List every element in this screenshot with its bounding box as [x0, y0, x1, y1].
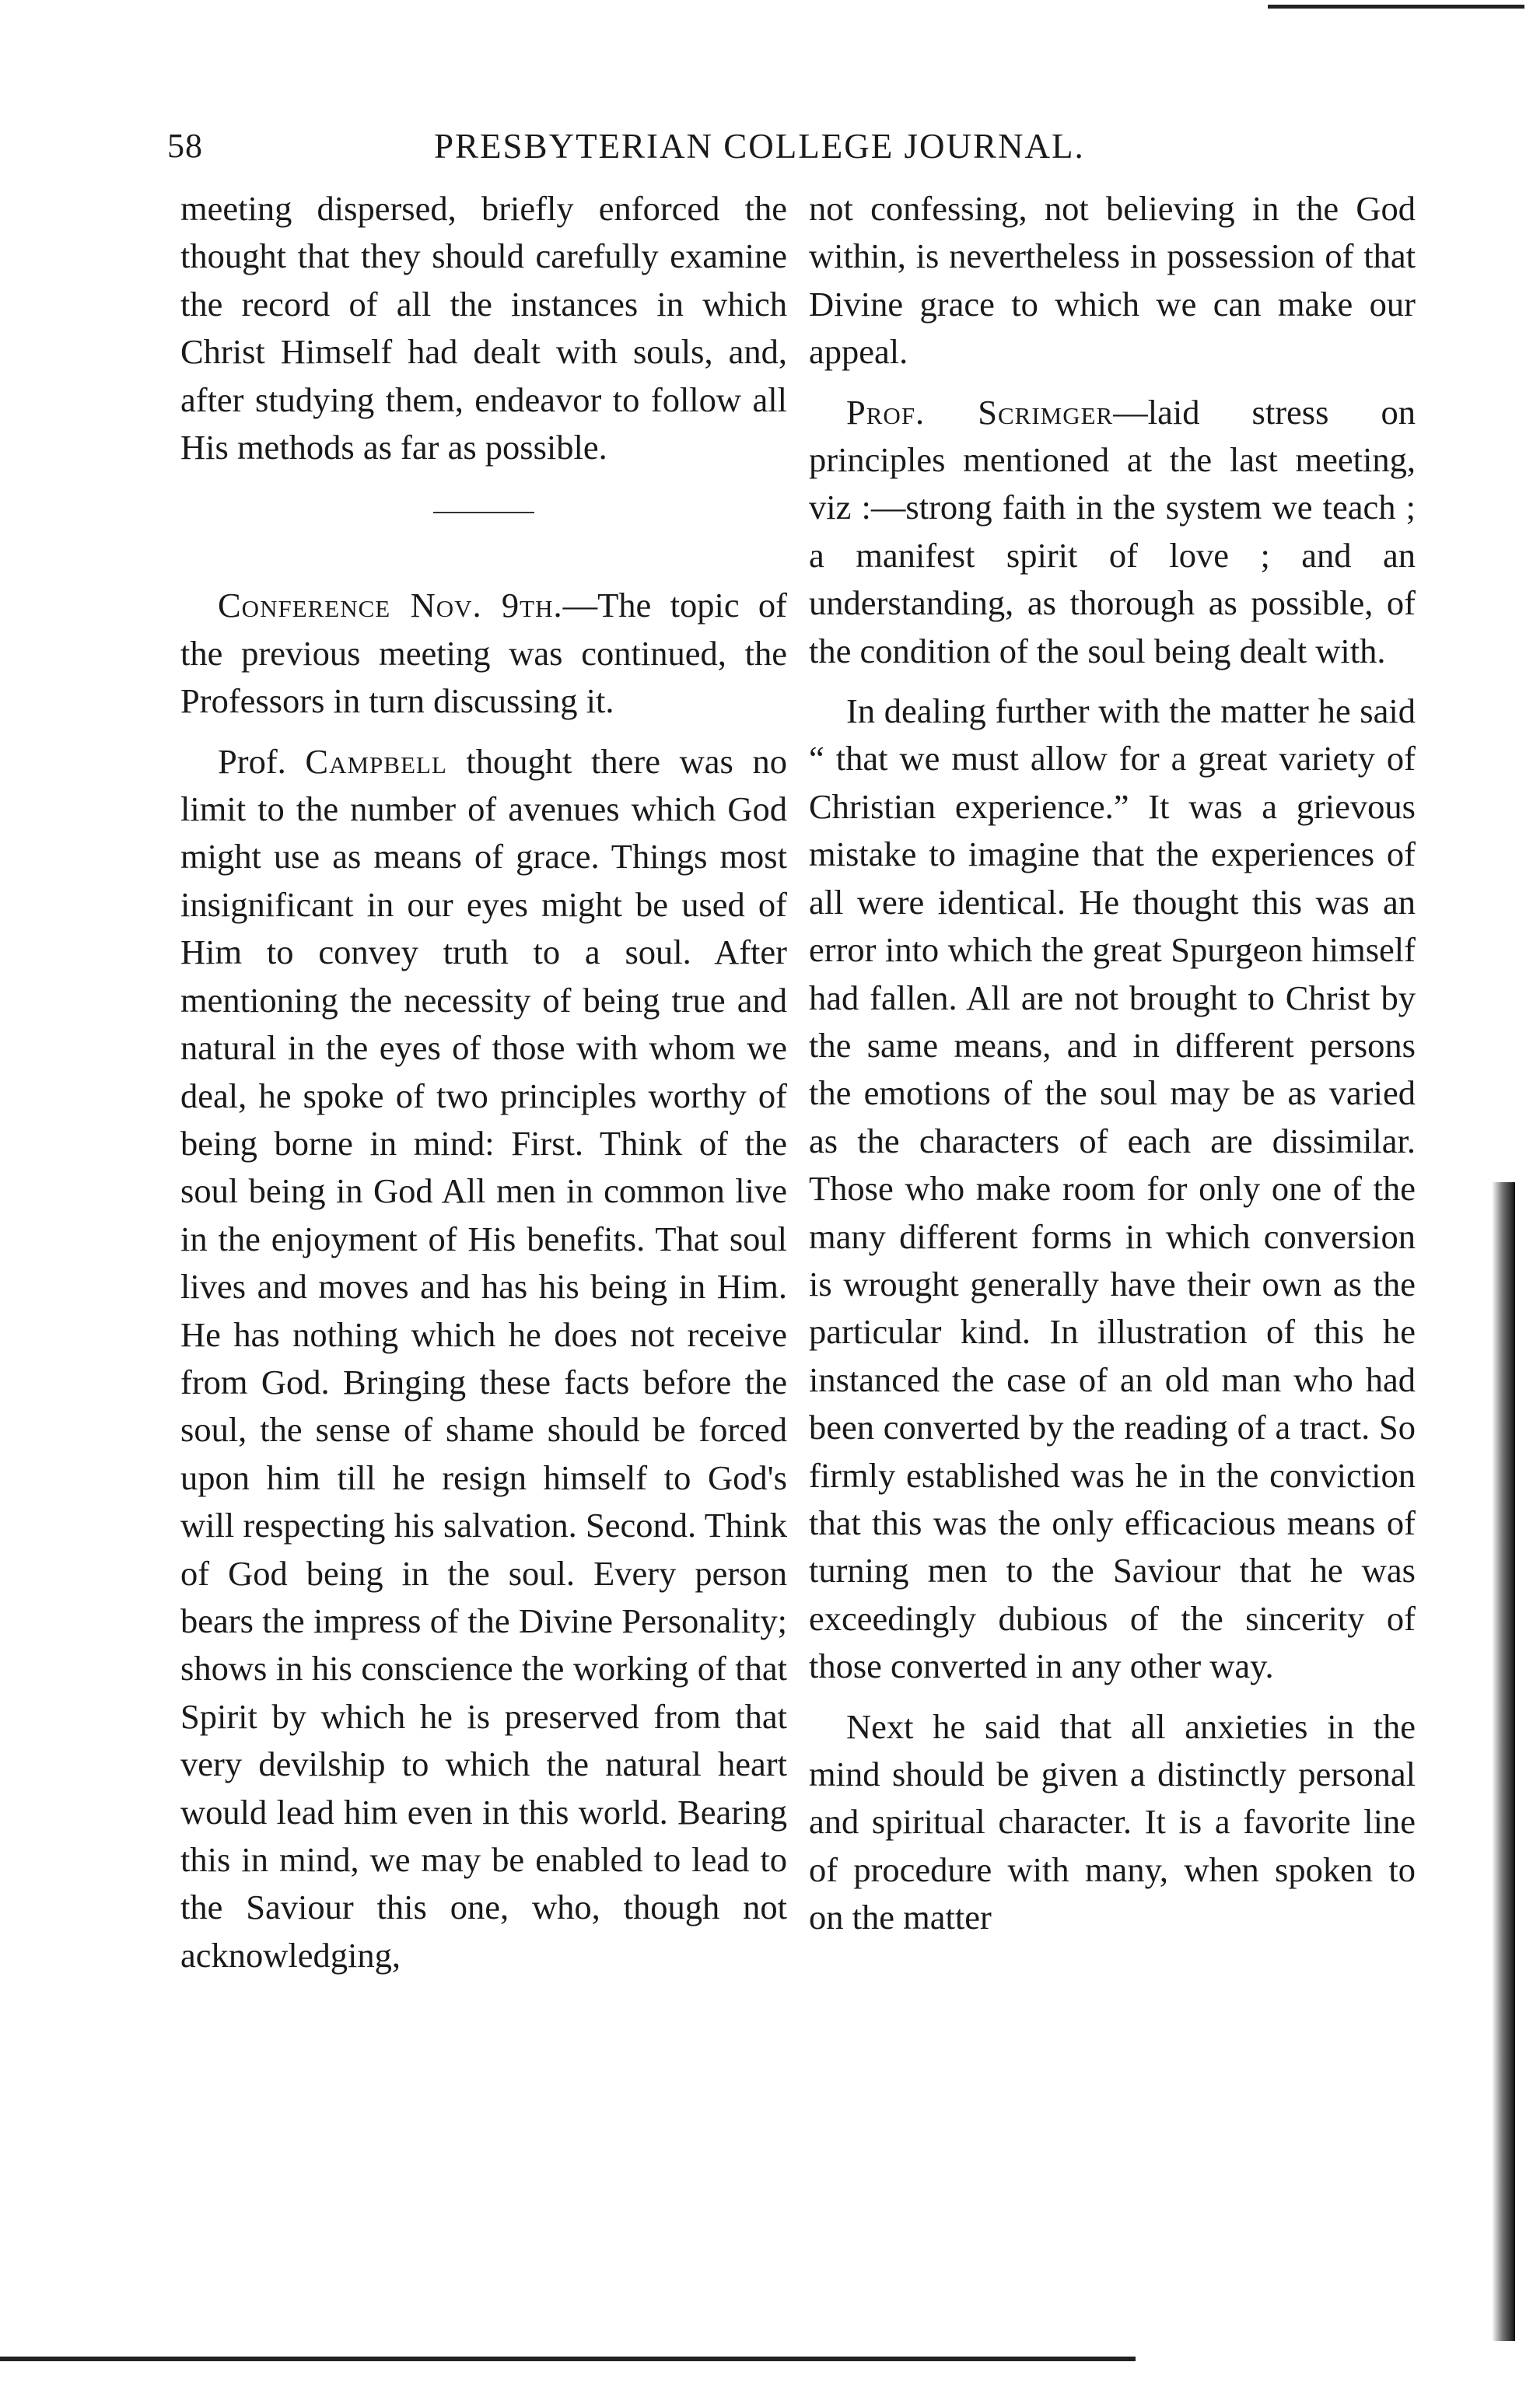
speaker-name-campbell: Campbell	[305, 741, 447, 781]
page-header	[167, 117, 1412, 179]
prof-prefix: Prof.	[218, 741, 286, 781]
paragraph-campbell	[180, 738, 787, 1980]
scrimger-text: —laid stress on principles mentioned at the last meeting, viz :—strong faith in the system we teach ; a manifest spirit of love ; and an understanding, as thorough as possible, of the condition of the soul being dealt with.	[809, 392, 1416, 670]
bottom-edge-rule	[0, 2357, 1136, 2361]
paragraph-scrimger	[809, 389, 1416, 675]
paragraph-anxieties: Next he said that all anxieties in the mind should be given a distinctly personal and spiritual character. It is a favorite line of procedure with many, when spoken to on the matter	[809, 1706, 1416, 1937]
conference-text: —The topic of the previous meeting was continued, the Professors in turn discussing it.	[180, 586, 787, 721]
paragraph-variety: In dealing further with the matter he said “ that we must allow for a great variety of Christian experience.” It was a grievous mistake to imagine that the experiences of all were identical. He thought this was an error into which the great Spurgeon himself had fallen. All are not brought to Christ by the same means, and in different persons the emotions of the soul may be as varied as the characters of each are dissimilar. Those who make room for only one of the many different forms in which conversion is wrought generally have their own as the particular kind. In illustration of this he instanced the case of an old man who had been converted by the reading of a tract. So firmly established was he in the conviction that this was the only efficacious means of turning men to the Saviour that he was exceedingly dubious of the sincerity of those converted in any other way.	[809, 691, 1416, 1686]
section-separator	[180, 493, 787, 524]
page-edge-shadow	[1492, 1182, 1515, 2341]
paragraph-continuation-right: not confessing, not believing in the God within, is nevertheless in possession of that Divine grace to which we can make our appeal.	[809, 189, 1416, 372]
conference-date-label: Conference Nov. 9th.	[218, 586, 563, 625]
running-title: PRESBYTERIAN COLLEGE JOURNAL.	[434, 127, 1085, 166]
speaker-name-scrimger: Prof. Scrimger	[846, 392, 1114, 432]
paragraph-conference	[180, 582, 787, 725]
paragraph-continuation: meeting dispersed, briefly enforced the thought that they should carefully examine the record of all the instances in which Christ Himself had dealt with souls, and, after studying them, endeavor to follow all His methods as far as possible.	[180, 189, 787, 467]
campbell-text: thought there was no limit to the number of avenues which God might use as means of grace. Things most insignificant in our eyes might be used of Him to convey truth to a soul. After mentioning the necessity of being true and natural in the eyes of those with whom we deal, he spoke of two principles worthy of being borne in mind: First. Think of the soul being in God All men in common live in the enjoyment of His benefits. That soul lives and moves and has his being in Him. He has nothing which he does not receive from God. Bringing these facts before the soul, the sense of shame should be forced upon him till he resign himself to God's will respecting his salvation. Second. Think of God being in the soul. Every person bears the impress of the Divine Personality; shows in his conscience the working of that Spirit by which he is preserved from that very devilship to which the natural heart would lead him even in this world. Bearing this in mind, we may be enabled to lead to the Saviour this one, who, though not acknowledging,	[180, 741, 787, 1975]
separator-dash	[433, 512, 534, 513]
right-column	[809, 185, 1416, 1942]
page-number: 58	[167, 127, 203, 165]
left-column	[180, 185, 787, 1979]
top-edge-rule	[1268, 5, 1524, 9]
